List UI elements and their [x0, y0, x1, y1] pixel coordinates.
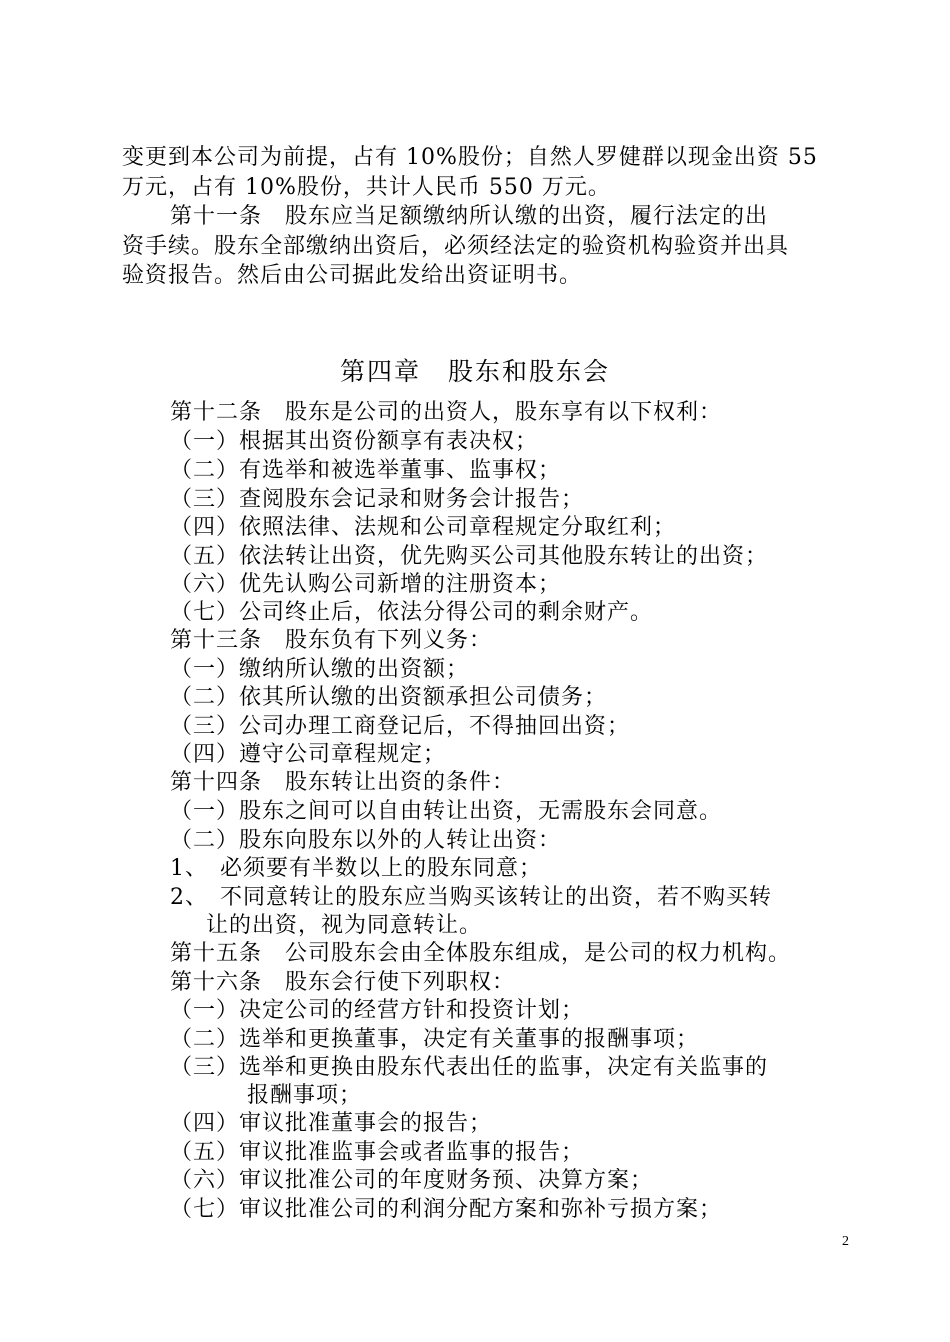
paragraph-line: 资手续。股东全部缴纳出资后，必须经法定的验资机构验资并出具 [122, 234, 790, 259]
list-item: （七）公司终止后，依法分得公司的剩余财产。 [170, 600, 654, 625]
list-item: （五）审议批准监事会或者监事的报告； [170, 1140, 585, 1165]
list-item: （六）优先认购公司新增的注册资本； [170, 572, 562, 597]
article-14-heading: 第十四条 股东转让出资的条件： [170, 770, 516, 795]
list-item: （一）决定公司的经营方针和投资计划； [170, 998, 585, 1023]
list-item: （一）根据其出资份额享有表决权； [170, 429, 539, 454]
list-item: （三）查阅股东会记录和财务会计报告； [170, 487, 585, 512]
list-item: （五）依法转让出资，优先购买公司其他股东转让的出资； [170, 544, 769, 569]
list-item: （四）依照法律、法规和公司章程规定分取红利； [170, 515, 677, 540]
paragraph-line: 验资报告。然后由公司据此发给出资证明书。 [122, 263, 583, 288]
chapter-title: 第四章 股东和股东会 [339, 357, 610, 386]
list-item: （一）股东之间可以自由转让出资，无需股东会同意。 [170, 799, 723, 824]
list-item: （二）有选举和被选举董事、监事权； [170, 458, 562, 483]
list-item: （二）依其所认缴的出资额承担公司债务； [170, 685, 608, 710]
list-item: （三）选举和更换由股东代表出任的监事，决定有关监事的 [170, 1055, 769, 1080]
list-item: （七）审议批准公司的利润分配方案和弥补亏损方案； [170, 1197, 723, 1222]
list-item: （一）缴纳所认缴的出资额； [170, 657, 470, 682]
article-15-heading: 第十五条 公司股东会由全体股东组成，是公司的权力机构。 [170, 941, 792, 966]
article-12-heading: 第十二条 股东是公司的出资人，股东享有以下权利： [170, 400, 723, 425]
list-item-continuation: 报酬事项； [247, 1083, 363, 1108]
paragraph-line: 万元，占有 10%股份，共计人民币 550 万元。 [122, 175, 611, 200]
list-item: （四）审议批准董事会的报告； [170, 1111, 493, 1136]
paragraph-line: 变更到本公司为前提，占有 10%股份；自然人罗健群以现金出资 55 [122, 145, 818, 170]
article-16-heading: 第十六条 股东会行使下列职权： [170, 970, 516, 995]
list-item: （二）股东向股东以外的人转让出资： [170, 828, 562, 853]
page-number: 2 [842, 1234, 849, 1249]
article-11-heading: 第十一条 股东应当足额缴纳所认缴的出资，履行法定的出 [170, 204, 769, 229]
numbered-item: 2、 不同意转让的股东应当购买该转让的出资，若不购买转 [170, 885, 772, 910]
list-item: （二）选举和更换董事，决定有关董事的报酬事项； [170, 1027, 700, 1052]
numbered-item-continuation: 让的出资，视为同意转让。 [206, 913, 483, 938]
list-item: （四）遵守公司章程规定； [170, 742, 447, 767]
numbered-item: 1、 必须要有半数以上的股东同意； [170, 856, 542, 881]
article-13-heading: 第十三条 股东负有下列义务： [170, 628, 493, 653]
list-item: （六）审议批准公司的年度财务预、决算方案； [170, 1168, 654, 1193]
list-item: （三）公司办理工商登记后，不得抽回出资； [170, 714, 631, 739]
